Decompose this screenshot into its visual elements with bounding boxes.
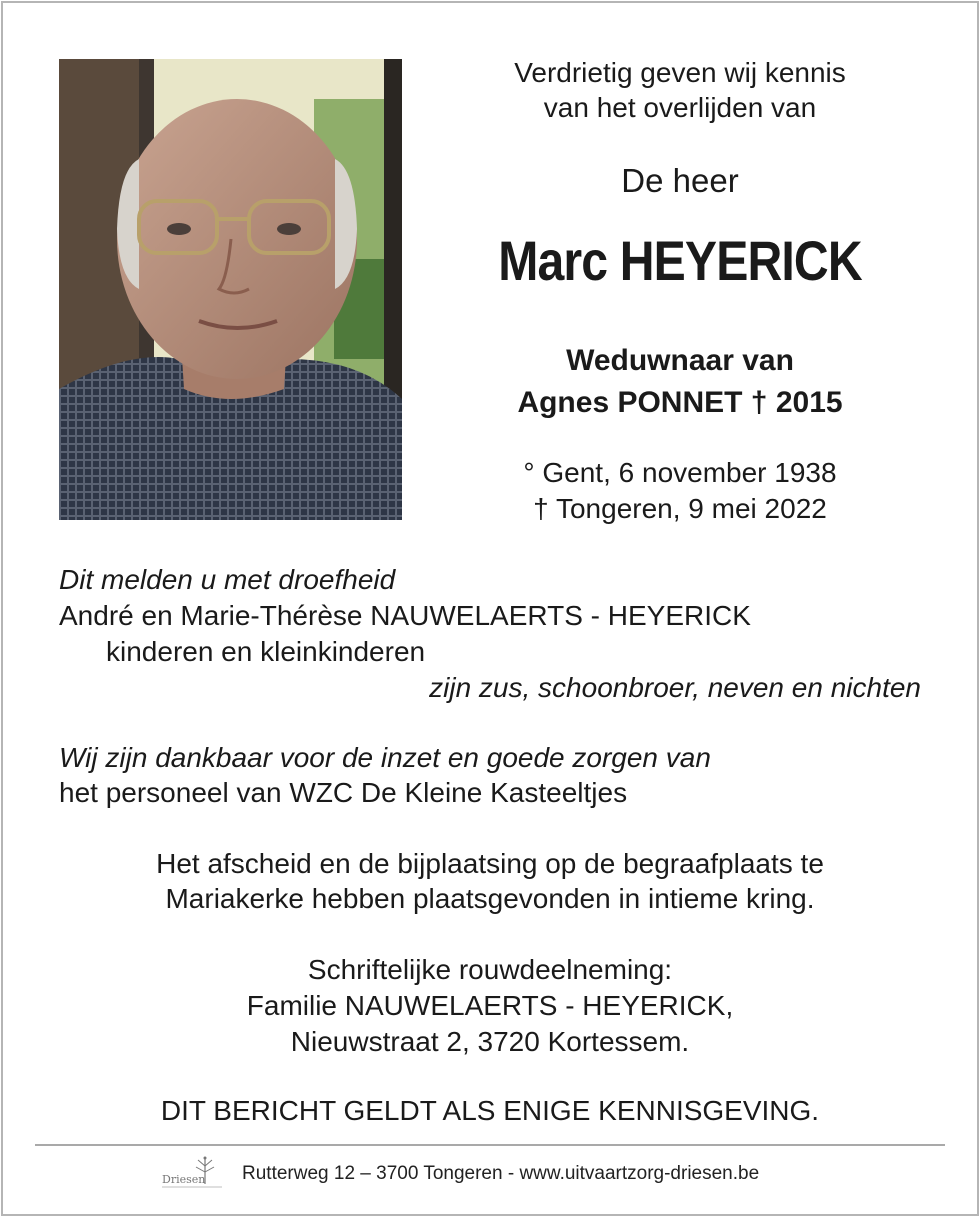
mourners-intro: Dit melden u met droefheid [59, 564, 396, 595]
official-notice: DIT BERICHT GELDT ALS ENIGE KENNISGEVING. [160, 1095, 820, 1126]
footer-divider [35, 1144, 945, 1146]
thanks-line-1: Wij zijn dankbaar voor de inzet en goede zorgen van [59, 742, 711, 773]
mourners-block [59, 562, 939, 706]
condolence-line-3: Nieuwstraat 2, 3720 Kortessem. [290, 1026, 690, 1057]
intro-line-2: van het overlijden van [543, 92, 817, 123]
mourners-family: André en Marie-Thérèse NAUWELAERTS - HEYERICK [59, 600, 751, 631]
farewell-block [0, 846, 980, 916]
intro-line-1: Verdrietig geven wij kennis [514, 57, 846, 88]
deceased-name: Marc HEYERICK [498, 229, 862, 292]
condolence-line-1: Schriftelijke rouwdeelneming: [307, 954, 673, 985]
funeral-home-logo [160, 1154, 226, 1194]
life-dates [430, 455, 930, 527]
farewell-line-2: Mariakerke hebben plaatsgevonden in intieme kring. [165, 883, 815, 914]
condolence-block [0, 952, 980, 1060]
svg-text:Driesen: Driesen [162, 1173, 206, 1186]
widower-line-2: Agnes PONNET † 2015 [517, 386, 843, 419]
thanks-block [59, 740, 939, 810]
portrait-photo [59, 59, 402, 520]
farewell-line-1: Het afscheid en de bijplaatsing op de begraafplaats te [156, 848, 824, 879]
widower-info [430, 340, 930, 424]
birth-date: ° Gent, 6 november 1938 [523, 457, 837, 488]
honorific: De heer [621, 162, 739, 199]
funeral-home-address: Rutterweg 12 – 3700 Tongeren - www.uitvaartzorg-driesen.be [242, 1163, 760, 1184]
widower-line-1: Weduwnaar van [566, 344, 794, 377]
thanks-line-2: het personeel van WZC De Kleine Kasteeltjes [59, 777, 628, 808]
condolence-line-2: Familie NAUWELAERTS - HEYERICK, [246, 990, 734, 1021]
mourners-relatives: zijn zus, schoonbroer, neven en nichten [429, 672, 921, 703]
footer [160, 1152, 759, 1196]
announcement-intro [430, 55, 930, 125]
death-date: † Tongeren, 9 mei 2022 [533, 493, 827, 524]
mourners-children: kinderen en kleinkinderen [106, 636, 426, 667]
